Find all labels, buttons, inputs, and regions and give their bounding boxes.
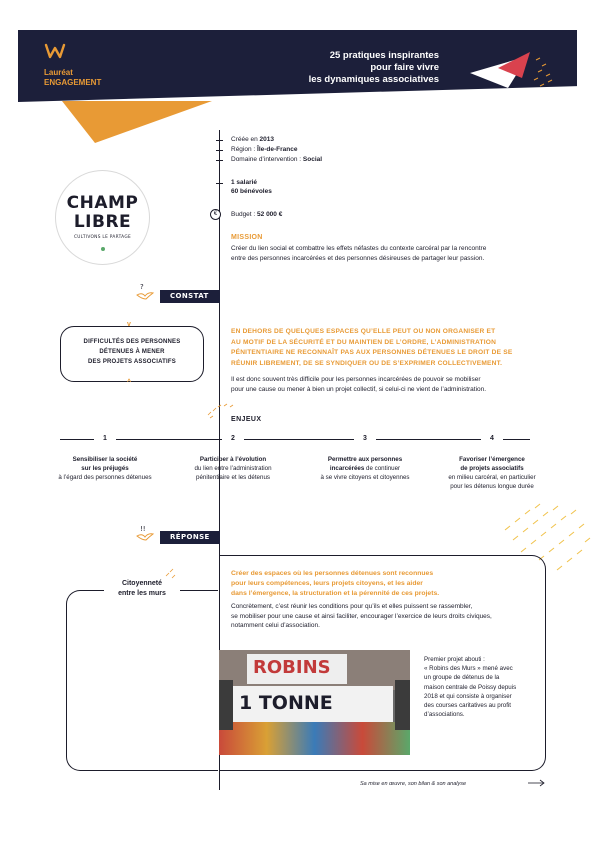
logo-tagline: CULTIVONS LE PARTAGE [74, 235, 131, 240]
project-line: un groupe de détenus de la [424, 674, 500, 682]
enjeu-bold: incarcérées [329, 465, 365, 472]
fact-domain [231, 155, 322, 164]
constat-highlight-line: AU MOTIF DE LA SÉCURITÉ ET DU MAINTIEN DE L’ORDRE, L’ADMINISTRATION [231, 338, 497, 346]
laureat-line: Lauréat [44, 68, 73, 77]
difficulty-line: DÉTENUES À MENER [99, 349, 165, 355]
enjeu-number: 3 [358, 432, 372, 446]
reponse-highlight [231, 569, 531, 599]
logo-dot-icon [101, 247, 105, 251]
difficulty-box [60, 321, 204, 386]
photo-text: 1 TONNE [239, 692, 333, 714]
title-line-3: les dynamiques associatives [308, 74, 439, 85]
fact-label: Budget : [231, 211, 258, 218]
timeline-tick [216, 160, 223, 161]
constat-line: pour une cause ou mener à bien un projet collectif, si celui-ci ne vient de l’administration. [231, 385, 487, 393]
enjeu-line: à l’égard des personnes détenues [58, 474, 152, 481]
mission-line: entre des personnes incarcérées et des personnes désireuses de partager leur passion. [231, 254, 485, 262]
reponse-frame-left [66, 590, 218, 771]
fact-value: Social [302, 156, 323, 163]
category-line: ENGAGEMENT [44, 78, 102, 87]
enjeu-bold: de projets associatifs [460, 465, 524, 472]
constat-line: Il est donc souvent très difficile pour les personnes incarcérées de pouvoir se mobiliser [231, 376, 481, 383]
enjeu-bold: Sensibiliser la société [72, 456, 138, 463]
timeline-tick [216, 183, 223, 184]
enjeu-item [432, 455, 552, 491]
enjeux-line [60, 439, 530, 440]
constat-highlight-line: PÉNITENTIAIRE NE RECONNAÎT PAS AUX PERSONNES DÉTENUES LE DROIT DE SE [231, 349, 513, 356]
fact-value: 52 000 € [257, 211, 283, 218]
section-tab-reponse: RÉPONSE [160, 531, 220, 544]
mission-text [231, 244, 531, 263]
enjeu-line: à se vivre citoyens et citoyennes [320, 474, 410, 481]
fact-label: Domaine d’intervention : [231, 156, 303, 163]
orange-triangle-decoration [62, 101, 212, 143]
salaries-value: 1 salarié [231, 179, 258, 186]
logo-line-2: LIBRE [73, 212, 132, 232]
photo-text: ROBINS [253, 657, 331, 678]
fondation-logo-icon [44, 42, 66, 60]
project-line: 2018 et qui consiste à organiser [424, 692, 512, 700]
timeline-tick [216, 150, 223, 151]
fact-value: 2013 [259, 136, 275, 143]
bird-exclamation-icon [134, 524, 156, 544]
title-line-2: pour faire vivre [370, 62, 439, 73]
enjeu-line: du lien entre l’administration [194, 465, 272, 472]
reponse-highlight-line: Créer des espaces où les personnes détenues sont reconnues [231, 570, 434, 577]
enjeu-bold: sur les préjugés [81, 465, 129, 472]
dashes-decoration-icon [164, 566, 178, 580]
citoyennete-line: entre les murs [118, 590, 166, 597]
paper-plane-decoration-icon [450, 48, 560, 98]
mission-line: Créer du lien social et combattre les effets néfastes du contexte carcéral par la rencontre [231, 245, 487, 252]
enjeu-line: pour les détenus longue durée [450, 483, 534, 490]
enjeu-bold: Participer à l’évolution [199, 456, 267, 463]
section-tab-constat: CONSTAT [160, 290, 220, 303]
chevron-down-icon: v [127, 321, 132, 328]
fact-label: Région : [231, 146, 258, 153]
constat-highlight [231, 327, 556, 369]
fact-label: Créée en [231, 136, 260, 143]
project-description [424, 655, 544, 719]
enjeu-number: 4 [485, 432, 499, 446]
difficulty-line: DES PROJETS ASSOCIATIFS [88, 359, 176, 365]
mission-title: MISSION [231, 234, 263, 241]
chevron-up-icon: ^ [127, 379, 132, 386]
project-line: Premier projet abouti : [424, 656, 485, 663]
enjeu-bold: Favoriser l’émergence [459, 456, 525, 463]
bird-question-icon [134, 283, 156, 303]
constat-text [231, 375, 531, 394]
fact-value: Île-de-France [257, 146, 298, 153]
enjeu-item [305, 455, 425, 482]
footer-note: Sa mise en œuvre, son bilan & son analyse [360, 781, 467, 787]
citoyennete-label [104, 579, 180, 599]
budget-coin-icon: € [210, 209, 221, 220]
svg-text:?: ? [140, 283, 144, 291]
benevoles-value: 60 bénévoles [231, 188, 272, 195]
enjeu-rest: de continuer [364, 465, 401, 472]
fact-created [231, 135, 274, 144]
fact-region [231, 145, 298, 154]
timeline-tick [216, 140, 223, 141]
title-line-1: 25 pratiques inspirantes [329, 50, 439, 61]
fact-budget [231, 210, 282, 219]
enjeu-item [173, 455, 293, 482]
enjeu-line: en milieu carcéral, en particulier [448, 474, 536, 481]
project-photo [219, 650, 410, 755]
constat-highlight-line: RÉUNIR LIBREMENT, DE SE SYNDIQUER OU DE S’EXPRIMER COLLECTIVEMENT. [231, 359, 503, 367]
reponse-line: se mobiliser pour une cause et ainsi faciliter, encourager l’exercice de leurs droits civiques, [231, 612, 492, 620]
enjeux-title: ENJEUX [231, 416, 262, 423]
fact-salaries [231, 178, 272, 196]
project-line: « Robins des Murs » mené avec [424, 665, 513, 673]
reponse-highlight-line: pour leurs compétences, leurs projets citoyens, et les aider [231, 580, 423, 587]
reponse-line: Concrètement, c’est réunir les conditions pour qu’ils et elles puissent se rassembler, [231, 603, 473, 610]
project-line: d’associations. [424, 711, 465, 719]
enjeu-item [45, 455, 165, 482]
logo-line-1: CHAMP [66, 193, 139, 213]
organisation-logo [55, 170, 150, 265]
enjeu-line: pénitentiaire et les détenus [196, 474, 270, 481]
project-line: des courses caritatives au profit [424, 702, 512, 710]
enjeu-number: 1 [98, 432, 112, 446]
enjeu-bold: Permettre aux personnes [327, 456, 403, 463]
constat-highlight-line: EN DEHORS DE QUELQUES ESPACES QU’ELLE PEUT OU NON ORGANISER ET [231, 328, 496, 335]
banner-tonne [233, 686, 393, 722]
project-line: maison centrale de Poissy depuis [424, 683, 517, 691]
arrow-right-icon [528, 779, 546, 787]
difficulty-line: DIFFICULTÉS DES PERSONNES [83, 339, 181, 345]
enjeu-number: 2 [226, 432, 240, 446]
reponse-line: notamment celui d’association. [231, 622, 320, 629]
banner-robins [247, 654, 347, 684]
laureat-label [44, 68, 101, 88]
reponse-highlight-line: dans l’émergence, la structuration et la pérennité de ces projets. [231, 590, 440, 597]
page-title [199, 50, 439, 86]
citoyennete-line: Citoyenneté [121, 580, 163, 587]
reponse-text [231, 602, 541, 631]
svg-text:!!: !! [140, 525, 146, 533]
